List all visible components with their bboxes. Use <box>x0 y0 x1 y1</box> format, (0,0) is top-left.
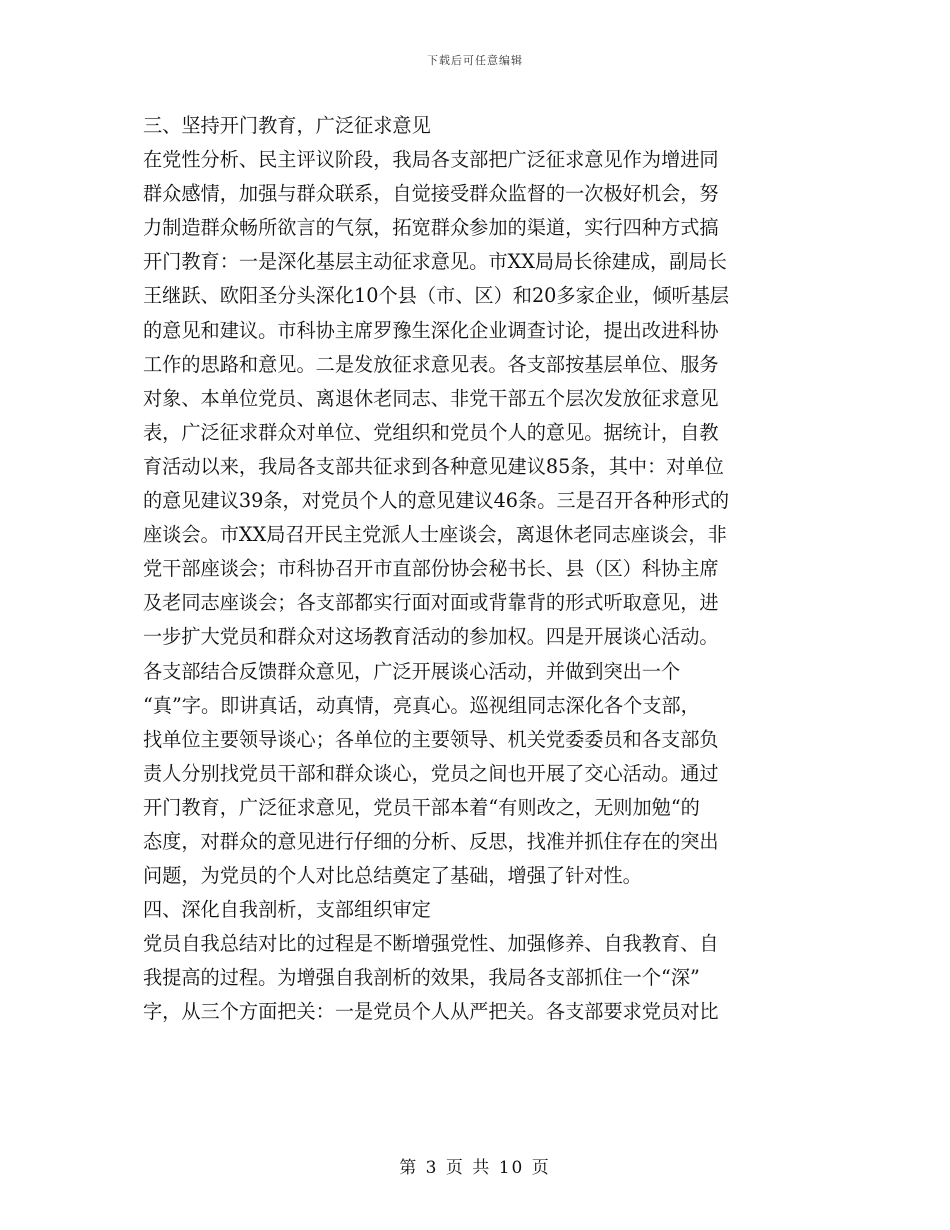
section-heading: 三、坚持开门教育，广泛征求意见 <box>143 114 431 137</box>
section-heading: 四、深化自我剖析，支部组织审定 <box>143 898 431 922</box>
body-line: 开门教育，广泛征求意见，党员干部本着“有则改之，无则加勉“的 <box>143 795 700 819</box>
document-body <box>143 109 823 1030</box>
body-line: “真”字。即讲真话，动真情，亮真心。巡视组同志深化各个支部， <box>143 693 700 717</box>
body-line: 工作的思路和意见。二是发放征求意见表。各支部按基层单位、服务 <box>143 352 719 376</box>
page-number-footer: 第 3 页 共 10 页 <box>399 1158 551 1178</box>
body-line: 开门教育：一是深化基层主动征求意见。市XX局局长徐建成，副局长 <box>143 250 727 274</box>
page-header-note: 下载后可任意编辑 <box>427 54 523 67</box>
body-line: 态度，对群众的意见进行仔细的分析、反思，找准并抓住存在的突出 <box>143 829 719 853</box>
body-line: 王继跃、欧阳圣分头深化10个县（市、区）和20多家企业，倾听基层 <box>143 284 730 308</box>
body-line: 问题，为党员的个人对比总结奠定了基础，增强了针对性。 <box>143 864 642 888</box>
body-line: 党干部座谈会；市科协召开市直部份协会秘书长、县（区）科协主席 <box>143 557 719 581</box>
body-line: 在党性分析、民主评议阶段，我局各支部把广泛征求意见作为增进同 <box>143 148 719 172</box>
body-line: 的意见和建议。市科协主席罗豫生深化企业调查讨论，提出改进科协 <box>143 318 719 342</box>
body-line: 字，从三个方面把关：一是党员个人从严把关。各支部要求党员对比 <box>143 1000 719 1024</box>
body-line: 各支部结合反馈群众意见，广泛开展谈心活动，并做到突出一个 <box>143 659 681 683</box>
body-line: 表，广泛征求群众对单位、党组织和党员个人的意见。据统计，自教 <box>143 420 719 444</box>
body-line: 找单位主要领导谈心；各单位的主要领导、机关党委委员和各支部负 <box>143 727 719 751</box>
body-line: 对象、本单位党员、离退休老同志、非党干部五个层次发放征求意见 <box>143 386 719 410</box>
body-line: 及老同志座谈会；各支部都实行面对面或背靠背的形式听取意见，进 <box>143 591 719 615</box>
body-line: 的意见建议39条，对党员个人的意见建议46条。三是召开各种形式的 <box>143 489 730 513</box>
body-line: 群众感情，加强与群众联系，自觉接受群众监督的一次极好机会，努 <box>143 182 719 206</box>
body-line: 一步扩大党员和群众对这场教育活动的参加权。四是开展谈心活动。 <box>143 625 719 649</box>
body-line: 党员自我总结对比的过程是不断增强党性、加强修养、自我教育、自 <box>143 932 719 956</box>
body-line: 座谈会。市XX局召开民主党派人士座谈会，离退休老同志座谈会，非 <box>143 523 727 547</box>
body-line: 责人分别找党员干部和群众谈心，党员之间也开展了交心活动。通过 <box>143 761 719 785</box>
body-line: 力制造群众畅所欲言的气氛，拓宽群众参加的渠道，实行四种方式搞 <box>143 216 719 240</box>
body-line: 育活动以来，我局各支部共征求到各种意见建议85条，其中：对单位 <box>143 454 724 478</box>
body-line: 我提高的过程。为增强自我剖析的效果，我局各支部抓住一个“深” <box>143 966 700 990</box>
